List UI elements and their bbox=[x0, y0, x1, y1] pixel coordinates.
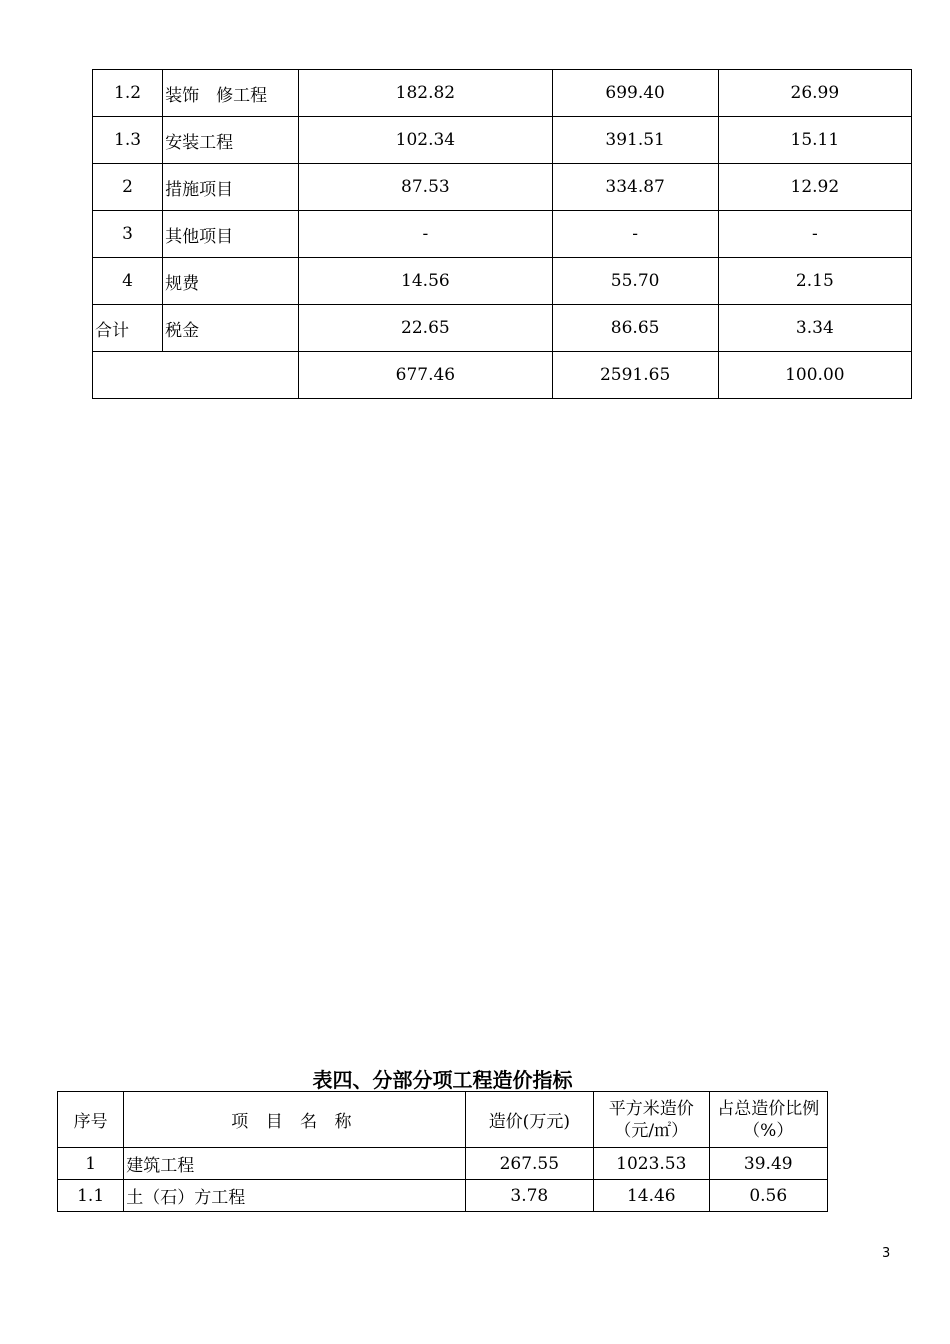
header-unit-cost-line2: （元/㎡） bbox=[614, 1120, 689, 1141]
row-unit-cost: 699.40 bbox=[552, 70, 718, 117]
row-cost: 87.53 bbox=[299, 164, 552, 211]
row-unit-cost: 391.51 bbox=[552, 117, 718, 164]
row-number: 1.1 bbox=[58, 1180, 124, 1212]
row-cost: 22.65 bbox=[299, 305, 552, 352]
row-number: 3 bbox=[93, 211, 163, 258]
row-cost: - bbox=[299, 211, 552, 258]
table-row bbox=[93, 164, 912, 211]
row-unit-cost: - bbox=[552, 211, 718, 258]
row-name: 规费 bbox=[163, 258, 299, 305]
header-cost: 造价(万元) bbox=[465, 1092, 594, 1148]
cost-summary-table bbox=[92, 69, 912, 399]
row-ratio: 12.92 bbox=[718, 164, 911, 211]
row-number: 1.3 bbox=[93, 117, 163, 164]
header-no: 序号 bbox=[58, 1092, 124, 1148]
row-number: 合计 bbox=[93, 305, 163, 352]
row-ratio: 39.49 bbox=[709, 1148, 827, 1180]
header-ratio bbox=[709, 1092, 827, 1148]
row-name: 其他项目 bbox=[163, 211, 299, 258]
row-number: 1 bbox=[58, 1148, 124, 1180]
total-ratio: 100.00 bbox=[718, 352, 911, 399]
row-ratio: - bbox=[718, 211, 911, 258]
header-ratio-line2: （%） bbox=[743, 1120, 794, 1141]
row-cost: 3.78 bbox=[465, 1180, 594, 1212]
table-row bbox=[93, 305, 912, 352]
table-row bbox=[58, 1148, 828, 1180]
row-cost: 102.34 bbox=[299, 117, 552, 164]
header-unit-cost-line1: 平方米造价 bbox=[608, 1098, 694, 1119]
row-unit-cost: 55.70 bbox=[552, 258, 718, 305]
row-name: 税金 bbox=[163, 305, 299, 352]
row-cost: 182.82 bbox=[299, 70, 552, 117]
table-row bbox=[93, 258, 912, 305]
row-ratio: 0.56 bbox=[709, 1180, 827, 1212]
header-ratio-line1: 占总造价比例 bbox=[717, 1098, 820, 1119]
row-name: 装饰 修工程 bbox=[163, 70, 299, 117]
row-number: 4 bbox=[93, 258, 163, 305]
row-unit-cost: 86.65 bbox=[552, 305, 718, 352]
row-unit-cost: 334.87 bbox=[552, 164, 718, 211]
total-label-cell bbox=[93, 352, 299, 399]
subdivision-cost-table bbox=[57, 1091, 828, 1212]
row-cost: 267.55 bbox=[465, 1148, 594, 1180]
row-number: 1.2 bbox=[93, 70, 163, 117]
row-name: 土（石）方工程 bbox=[124, 1180, 465, 1212]
row-unit-cost: 14.46 bbox=[594, 1180, 709, 1212]
row-ratio: 15.11 bbox=[718, 117, 911, 164]
row-name: 建筑工程 bbox=[124, 1148, 465, 1180]
table-row bbox=[93, 211, 912, 258]
total-row bbox=[93, 352, 912, 399]
row-ratio: 3.34 bbox=[718, 305, 911, 352]
header-unit-cost bbox=[594, 1092, 709, 1148]
table-row bbox=[93, 117, 912, 164]
row-unit-cost: 1023.53 bbox=[594, 1148, 709, 1180]
row-name: 安装工程 bbox=[163, 117, 299, 164]
row-ratio: 26.99 bbox=[718, 70, 911, 117]
row-cost: 14.56 bbox=[299, 258, 552, 305]
row-name: 措施项目 bbox=[163, 164, 299, 211]
page-number: 3 bbox=[882, 1246, 891, 1261]
row-ratio: 2.15 bbox=[718, 258, 911, 305]
table-row bbox=[93, 70, 912, 117]
header-name: 项 目 名 称 bbox=[124, 1092, 465, 1148]
total-unit-cost: 2591.65 bbox=[552, 352, 718, 399]
total-cost: 677.46 bbox=[299, 352, 552, 399]
table-row bbox=[58, 1180, 828, 1212]
table-header-row bbox=[58, 1092, 828, 1148]
row-number: 2 bbox=[93, 164, 163, 211]
table4-title: 表四、分部分项工程造价指标 bbox=[312, 1068, 573, 1092]
